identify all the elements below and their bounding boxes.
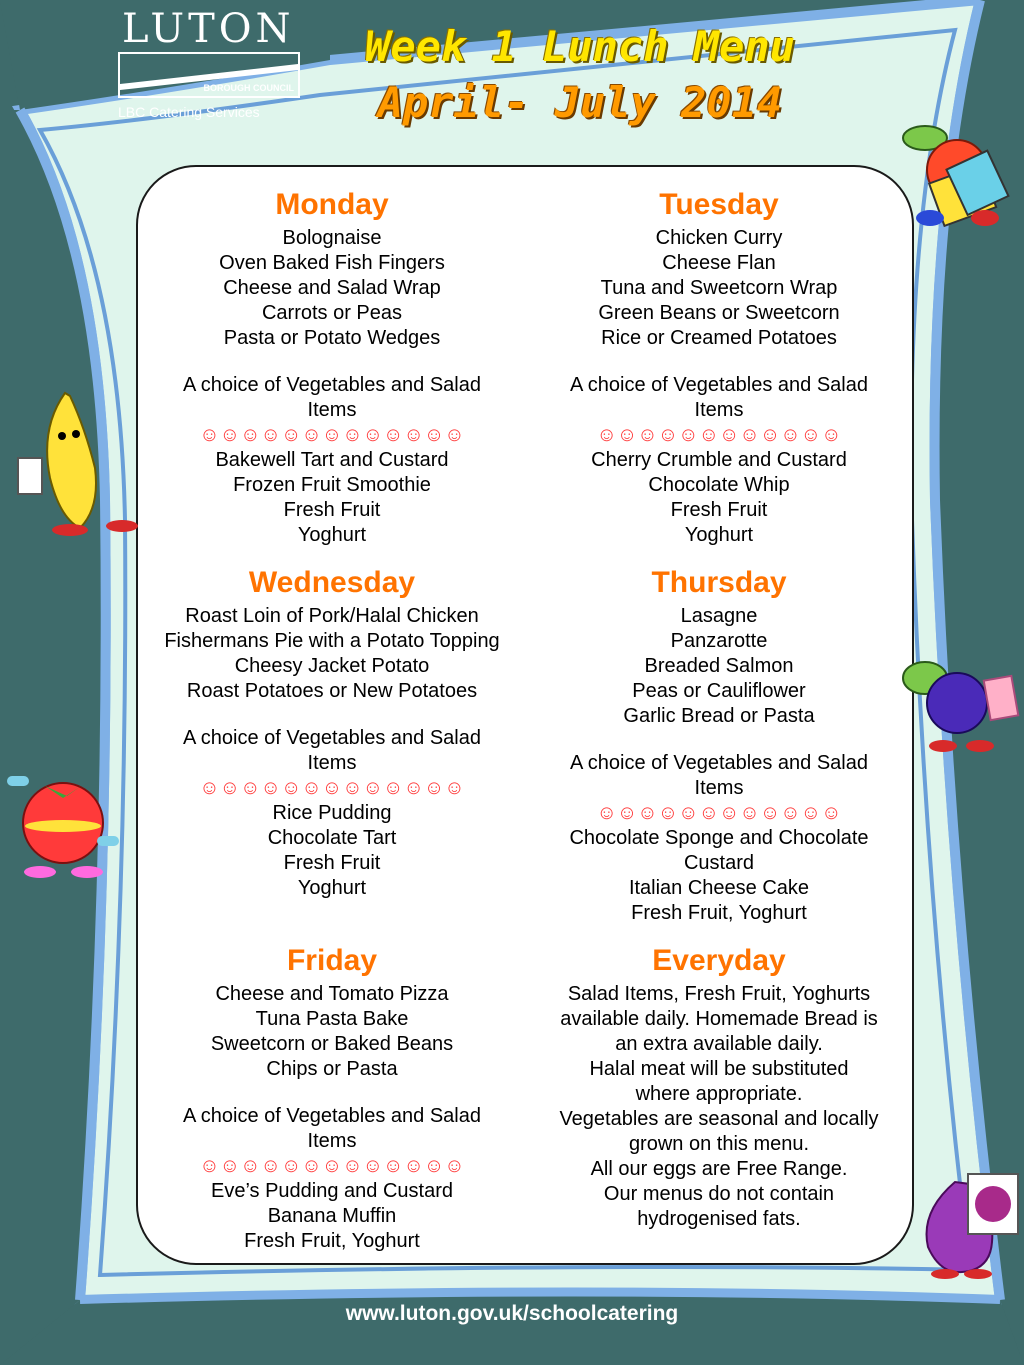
choice-line: A choice of Vegetables and Salad: [569, 752, 868, 774]
main-item: Cheese and Tomato Pizza: [215, 983, 449, 1005]
dessert-item: Fresh Fruit: [670, 499, 768, 521]
smiley-divider: ☺☺☺☺☺☺☺☺☺☺☺☺☺: [199, 1155, 465, 1177]
main-item: Roast Potatoes or New Potatoes: [186, 680, 478, 702]
dessert-item: Bakewell Tart and Custard: [215, 449, 449, 471]
dessert-item: Custard: [683, 852, 755, 874]
logo-council-text: BOROUGH COUNCIL: [203, 83, 294, 93]
info-line: Halal meat will be substituted: [589, 1058, 849, 1080]
choice-line: A choice of Vegetables and Salad: [182, 727, 481, 749]
main-item: Oven Baked Fish Fingers: [219, 252, 445, 274]
day-wednesday: [147, 566, 517, 901]
smiley-divider: ☺☺☺☺☺☺☺☺☺☺☺☺☺: [199, 777, 465, 799]
fig-character: [900, 1162, 1022, 1282]
choice-line: A choice of Vegetables and Salad: [182, 1105, 481, 1127]
banana-character: [10, 388, 140, 538]
dessert-item: Italian Cheese Cake: [628, 877, 810, 899]
logo-box: [118, 52, 300, 98]
logo-wordmark: LUTON: [122, 6, 295, 52]
smiley-divider: ☺☺☺☺☺☺☺☺☺☺☺☺: [596, 802, 842, 824]
dessert-item: Fresh Fruit, Yoghurt: [631, 902, 807, 924]
dessert-item: Chocolate Sponge and Chocolate: [569, 827, 869, 849]
choice-line: Items: [307, 399, 357, 421]
spacer: [147, 704, 517, 726]
main-item: Tuna and Sweetcorn Wrap: [600, 277, 838, 299]
info-line: where appropriate.: [635, 1083, 803, 1105]
main-item: Cheese Flan: [662, 252, 776, 274]
main-item: Cheesy Jacket Potato: [234, 655, 430, 677]
info-line: All our eggs are Free Range.: [590, 1158, 848, 1180]
day-thursday: [534, 566, 904, 926]
dessert-item: Frozen Fruit Smoothie: [233, 474, 431, 496]
main-item: Bolognaise: [282, 227, 382, 249]
day-heading: Everyday: [652, 944, 786, 977]
info-line: an extra available daily.: [615, 1033, 823, 1055]
plum-juice-character: [895, 648, 1020, 758]
dessert-item: Yoghurt: [684, 524, 754, 546]
dessert-item: Fresh Fruit, Yoghurt: [244, 1230, 420, 1252]
day-heading: Wednesday: [248, 566, 416, 599]
day-friday: [147, 944, 517, 1254]
day-everyday: [534, 944, 904, 1232]
dessert-item: Fresh Fruit: [283, 499, 381, 521]
info-line: Our menus do not contain: [603, 1183, 835, 1205]
main-item: Lasagne: [680, 605, 758, 627]
main-item: Roast Loin of Pork/Halal Chicken: [185, 605, 479, 627]
spacer: [147, 351, 517, 373]
main-item: Rice or Creamed Potatoes: [601, 327, 837, 349]
dessert-item: Yoghurt: [297, 877, 367, 899]
main-item: Peas or Cauliflower: [632, 680, 806, 702]
day-heading: Thursday: [651, 566, 787, 599]
main-item: Carrots or Peas: [261, 302, 403, 324]
dessert-item: Banana Muffin: [267, 1205, 397, 1227]
main-item: Green Beans or Sweetcorn: [598, 302, 840, 324]
choice-line: A choice of Vegetables and Salad: [569, 374, 868, 396]
dessert-item: Yoghurt: [297, 524, 367, 546]
dessert-item: Cherry Crumble and Custard: [591, 449, 847, 471]
main-item: Tuna Pasta Bake: [255, 1008, 409, 1030]
spacer: [534, 729, 904, 751]
dessert-item: Eve’s Pudding and Custard: [210, 1180, 453, 1202]
choice-line: Items: [694, 777, 744, 799]
choice-line: A choice of Vegetables and Salad: [182, 374, 481, 396]
day-monday: [147, 188, 517, 548]
main-item: Chicken Curry: [655, 227, 783, 249]
main-item: Cheese and Salad Wrap: [223, 277, 441, 299]
apple-reading-character: [885, 118, 1015, 238]
tomato-character: [5, 768, 135, 888]
info-line: available daily. Homemade Bread is: [560, 1008, 878, 1030]
info-line: Vegetables are seasonal and locally: [559, 1108, 879, 1130]
spacer: [534, 351, 904, 373]
spacer: [147, 1082, 517, 1104]
info-line: grown on this menu.: [628, 1133, 810, 1155]
smiley-divider: ☺☺☺☺☺☺☺☺☺☺☺☺: [596, 424, 842, 446]
day-heading: Friday: [286, 944, 378, 977]
day-heading: Monday: [275, 188, 389, 221]
main-item: Sweetcorn or Baked Beans: [210, 1033, 454, 1055]
main-item: Garlic Bread or Pasta: [623, 705, 815, 727]
choice-line: Items: [307, 752, 357, 774]
info-line: Salad Items, Fresh Fruit, Yoghurts: [567, 983, 871, 1005]
dessert-item: Chocolate Whip: [648, 474, 790, 496]
main-item: Breaded Salmon: [644, 655, 794, 677]
main-item: Panzarotte: [670, 630, 768, 652]
smiley-divider: ☺☺☺☺☺☺☺☺☺☺☺☺☺: [199, 424, 465, 446]
main-item: Chips or Pasta: [266, 1058, 398, 1080]
dessert-item: Chocolate Tart: [267, 827, 397, 849]
menu-dates: April- July 2014: [377, 78, 783, 127]
choice-line: Items: [694, 399, 744, 421]
menu-title: Week 1 Lunch Menu: [365, 22, 795, 71]
luton-logo: [118, 8, 302, 120]
dessert-item: Rice Pudding: [272, 802, 392, 824]
info-line: hydrogenised fats.: [637, 1208, 801, 1230]
main-item: Fishermans Pie with a Potato Topping: [164, 630, 500, 652]
main-item: Pasta or Potato Wedges: [223, 327, 441, 349]
choice-line: Items: [307, 1130, 357, 1152]
day-tuesday: [534, 188, 904, 548]
footer-website-link[interactable]: www.luton.gov.uk/schoolcatering: [345, 1302, 679, 1325]
logo-subtitle: LBC Catering Services: [118, 104, 260, 120]
dessert-item: Fresh Fruit: [283, 852, 381, 874]
day-heading: Tuesday: [659, 188, 779, 221]
